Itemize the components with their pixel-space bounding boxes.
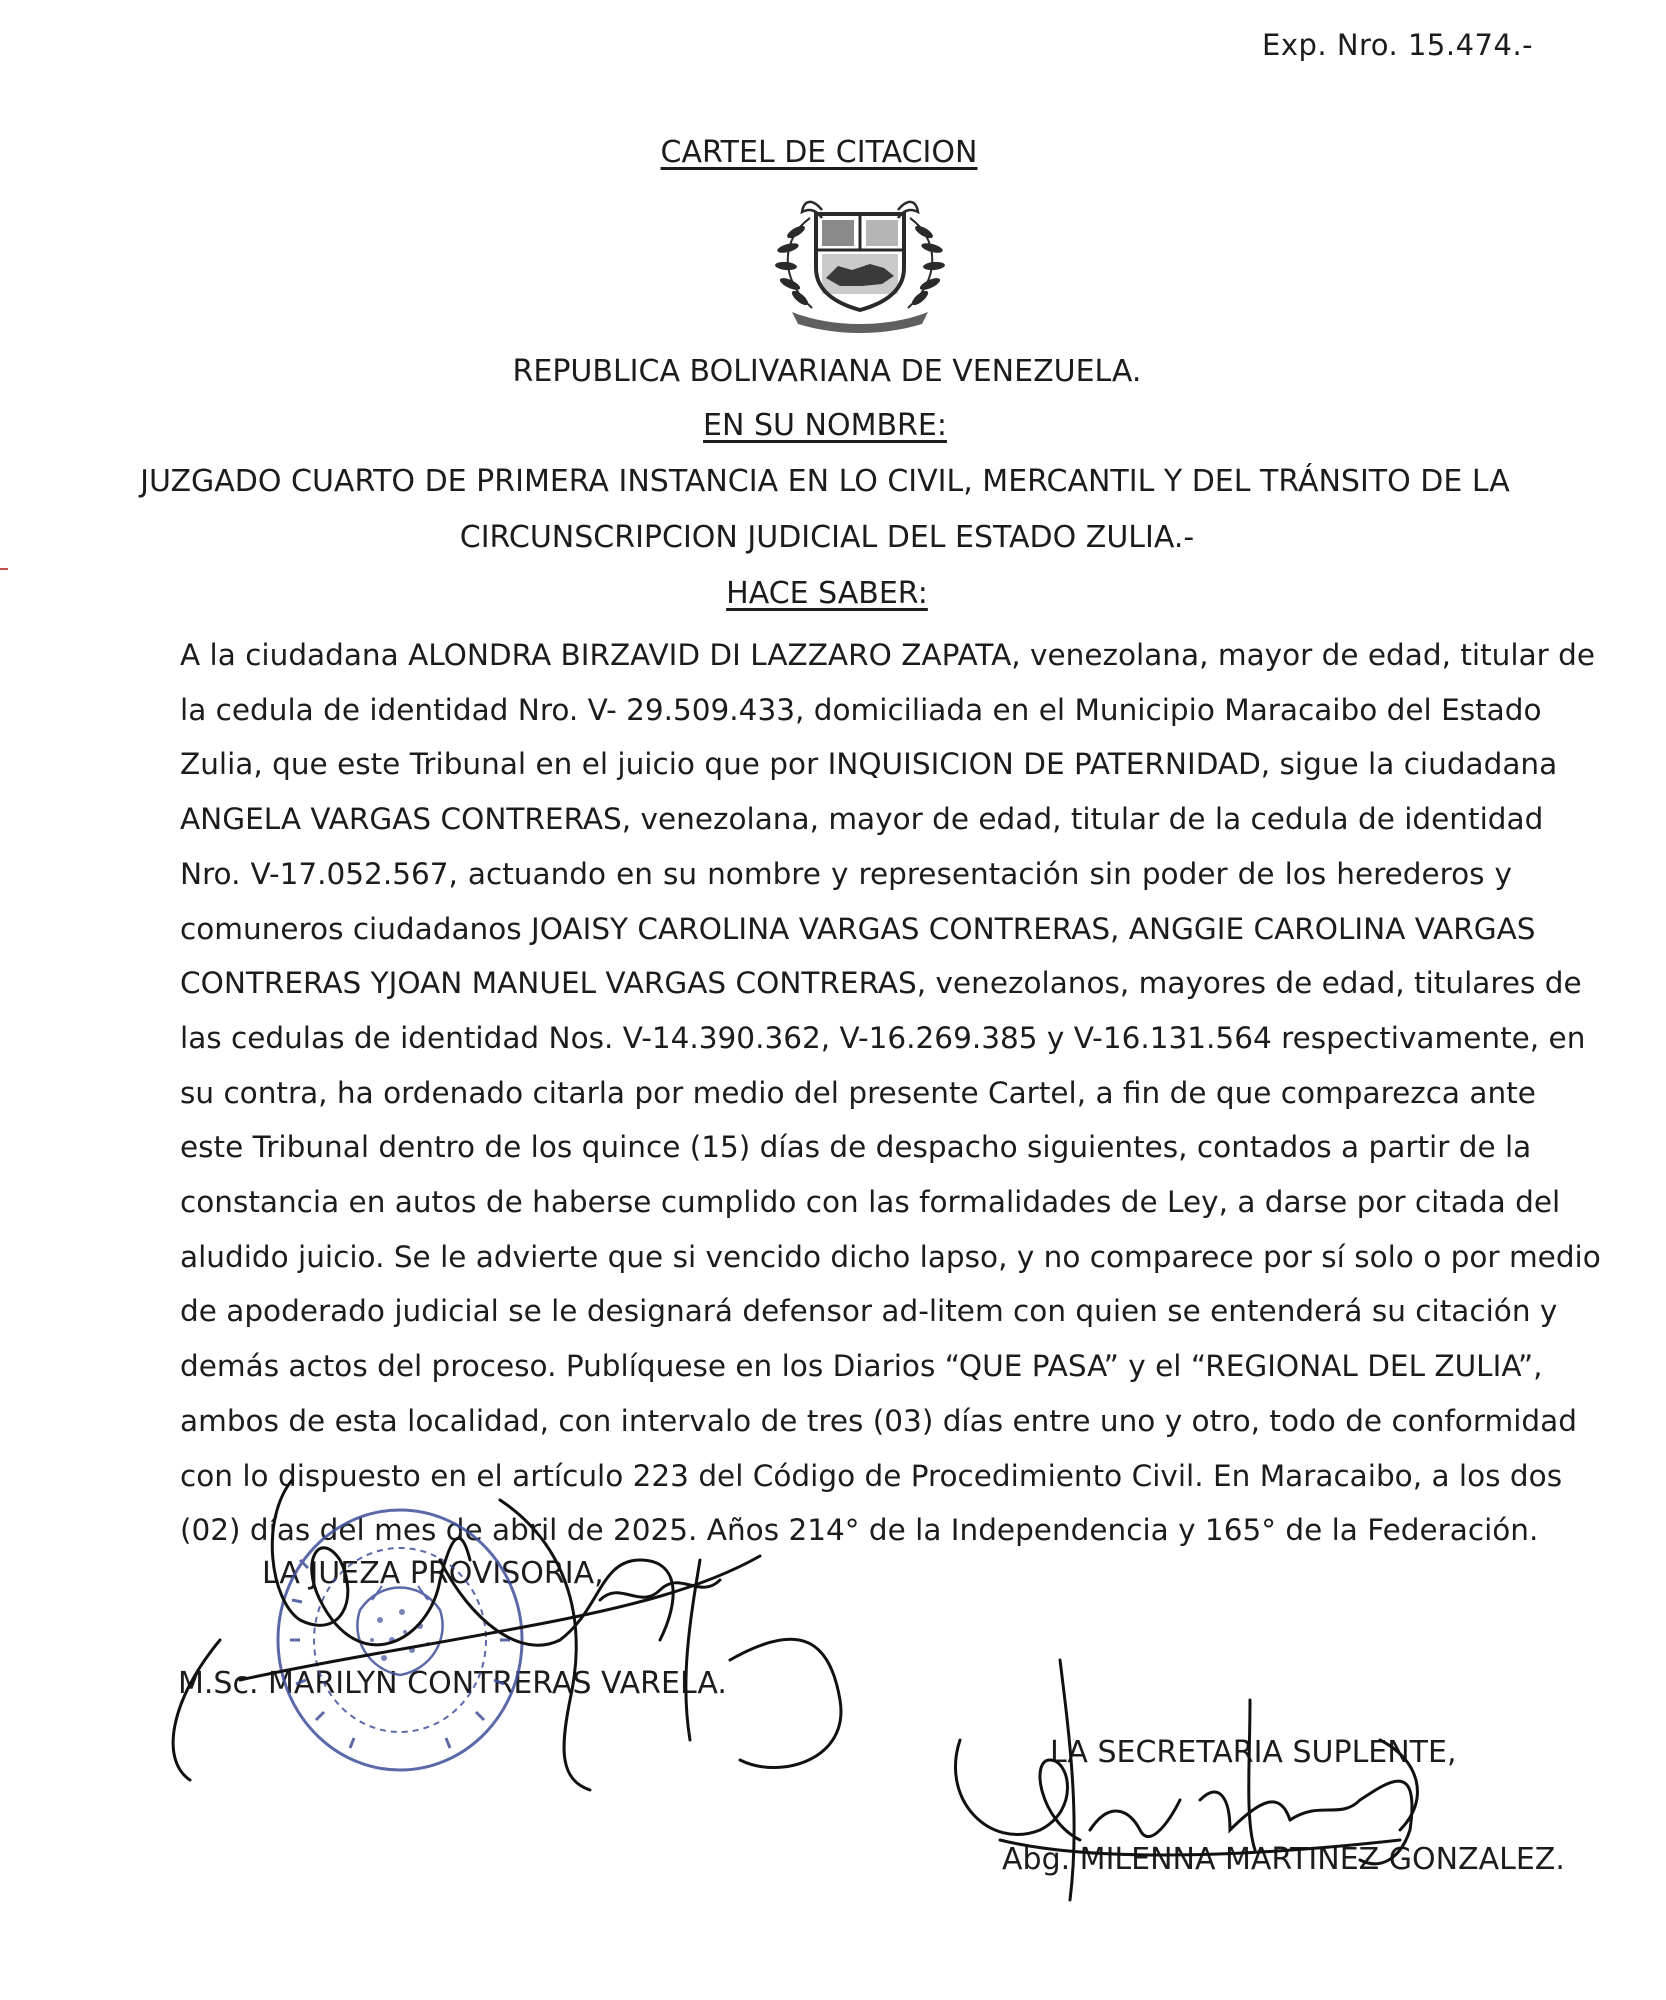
body-line: este Tribunal dentro de los quince (15) días de despacho siguientes, contados a partir de la — [180, 1130, 1532, 1165]
body-line: ANGELA VARGAS CONTRERAS, venezolana, mayor de edad, titular de la cedula de identidad — [180, 802, 1544, 837]
body-line: Zulia, que este Tribunal en el juicio que por INQUISICION DE PATERNIDAD, sigue la ciudadana — [180, 747, 1558, 782]
court-heading-line-1: JUZGADO CUARTO DE PRIMERA INSTANCIA EN LO CIVIL, MERCANTIL Y DEL TRÁNSITO DE LA — [140, 464, 1510, 499]
coat-of-arms-icon — [752, 188, 968, 336]
body-line: su contra, ha ordenado citarla por medio del presente Cartel, a fin de que comparezca ante — [180, 1075, 1536, 1110]
expediente-number: Exp. Nro. 15.474.- — [1262, 28, 1534, 62]
body-line: A la ciudadana ALONDRA BIRZAVID DI LAZZARO ZAPATA, venezolana, mayor de edad, titular de — [180, 638, 1596, 672]
body-line: comuneros ciudadanos JOAISY CAROLINA VARGAS CONTRERAS, ANGGIE CAROLINA VARGAS — [180, 911, 1536, 946]
court-heading-line-2: CIRCUNSCRIPCION JUDICIAL DEL ESTADO ZULIA.- — [459, 520, 1195, 555]
body-line: aludido juicio. Se le advierte que si vencido dicho lapso, y no comparece por sí solo o por medio — [180, 1239, 1601, 1274]
secretary-name: Abg. MILENNA MARTINEZ GONZALEZ. — [1002, 1842, 1565, 1877]
judge-name: M.Sc. MARILYN CONTRERAS VARELA. — [178, 1666, 727, 1701]
document-title: CARTEL DE CITACION — [660, 135, 978, 170]
hace-saber-heading: HACE SABER: — [726, 576, 928, 611]
body-line: las cedulas de identidad Nos. V-14.390.362, V-16.269.385 y V-16.131.564 respectivamente, en — [180, 1020, 1586, 1055]
body-line: ambos de esta localidad, con intervalo de tres (03) días entre uno y otro, todo de conformidad — [180, 1403, 1577, 1438]
body-line: constancia en autos de haberse cumplido con las formalidades de Ley, a darse por citada del — [180, 1185, 1561, 1220]
body-line: la cedula de identidad Nro. V- 29.509.433, domiciliada en el Municipio Maracaibo del Estado — [180, 692, 1542, 727]
body-line: CONTRERAS YJOAN MANUEL VARGAS CONTRERAS, venezolanos, mayores de edad, titulares de — [180, 966, 1582, 1001]
republic-heading: REPUBLICA BOLIVARIANA DE VENEZUELA. — [512, 354, 1142, 389]
citation-body — [180, 628, 1601, 1558]
body-line: (02) días del mes de abril de 2025. Años 214° de la Independencia y 165° de la Federación. — [180, 1513, 1539, 1548]
scan-mark — [0, 568, 8, 570]
body-line: de apoderado judicial se le designará defensor ad-litem con quien se entenderá su citación y — [180, 1294, 1558, 1329]
judge-title: LA JUEZA PROVISORIA, — [262, 1556, 604, 1591]
secretary-title: LA SECRETARIA SUPLENTE, — [1050, 1735, 1457, 1770]
body-line: Nro. V-17.052.567, actuando en su nombre y representación sin poder de los herederos y — [180, 856, 1512, 891]
body-line: demás actos del proceso. Publíquese en los Diarios “QUE PASA” y el “REGIONAL DEL ZULIA”, — [180, 1349, 1543, 1384]
en-su-nombre-heading: EN SU NOMBRE: — [703, 408, 947, 443]
body-line: con lo dispuesto en el artículo 223 del Código de Procedimiento Civil. En Maracaibo, a los dos — [180, 1458, 1563, 1493]
